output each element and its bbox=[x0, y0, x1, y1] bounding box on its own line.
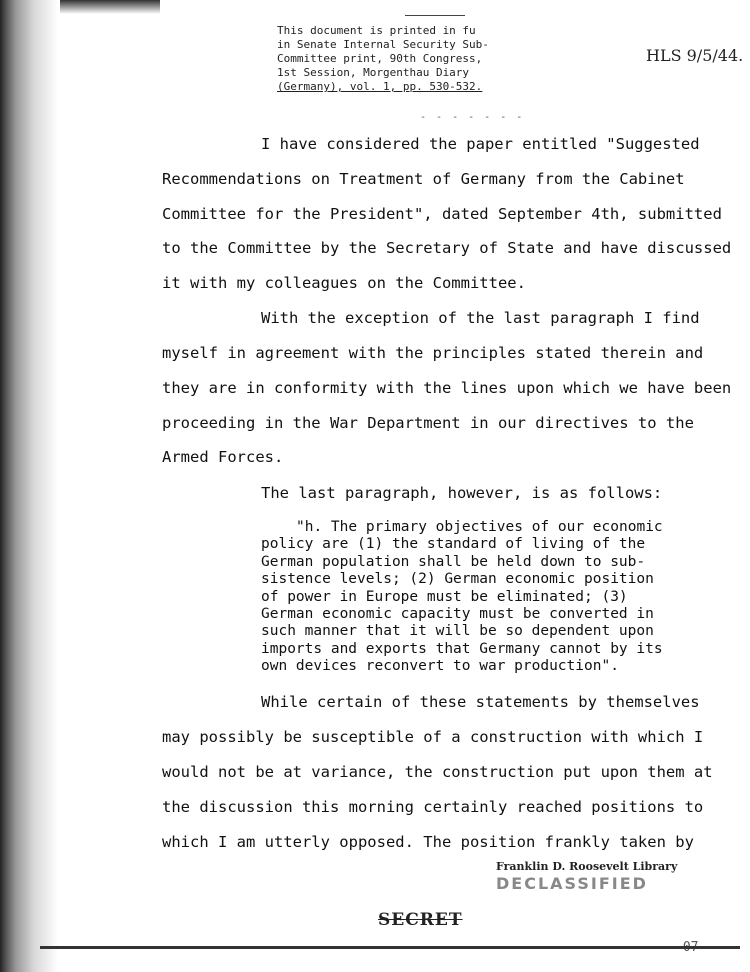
classification-marking: SECRET bbox=[378, 910, 463, 930]
body-line: Committee for the President", dated September 4th, submitted bbox=[162, 205, 722, 223]
stamp-line: Committee print, 90th Congress, bbox=[277, 52, 483, 65]
quote-line: German population shall be held down to sub- bbox=[261, 554, 646, 570]
scan-edge-shadow bbox=[0, 0, 60, 972]
library-stamp: Franklin D. Roosevelt Library bbox=[496, 860, 678, 873]
body-line: they are in conformity with the lines upon which we have been bbox=[162, 379, 732, 397]
body-line: would not be at variance, the construction put upon them at bbox=[162, 763, 713, 781]
quote-line: imports and exports that Germany cannot by its bbox=[261, 641, 663, 657]
quote-line: such manner that it will be so dependent upon bbox=[261, 623, 654, 639]
body-line: may possibly be susceptible of a construction with which I bbox=[162, 728, 704, 746]
body-line: proceeding in the War Department in our directives to the bbox=[162, 414, 694, 432]
quote-line: of power in Europe must be eliminated; (3) bbox=[261, 589, 628, 605]
stamp-line: (Germany), vol. 1, pp. 530-532. bbox=[277, 80, 483, 93]
printed-in-stamp bbox=[277, 24, 489, 94]
quote-line: policy are (1) the standard of living of the bbox=[261, 536, 646, 552]
quote-line: German economic capacity must be converted in bbox=[261, 606, 654, 622]
body-line: it with my colleagues on the Committee. bbox=[162, 274, 526, 292]
body-line: to the Committee by the Secretary of State and have discussed bbox=[162, 239, 732, 257]
quote-line: "h. The primary objectives of our economic bbox=[296, 519, 663, 535]
body-line: Recommendations on Treatment of Germany from the Cabinet bbox=[162, 170, 685, 188]
handwritten-initials-date: HLS 9/5/44. bbox=[646, 46, 744, 65]
body-line: With the exception of the last paragraph I find bbox=[261, 309, 700, 327]
page-bottom-edge bbox=[40, 946, 740, 949]
body-line: The last paragraph, however, is as follows: bbox=[261, 484, 663, 502]
stamp-line: 1st Session, Morgenthau Diary bbox=[277, 66, 470, 79]
body-line: I have considered the paper entitled "Suggested bbox=[261, 135, 700, 153]
separator-dashes: - - - - - - - bbox=[420, 112, 525, 123]
body-line: While certain of these statements by themselves bbox=[261, 693, 700, 711]
body-line: which I am utterly opposed. The position frankly taken by bbox=[162, 833, 694, 851]
scan-edge-top-shadow bbox=[60, 0, 160, 14]
quote-line: own devices reconvert to war production". bbox=[261, 658, 619, 674]
stamp-top-rule bbox=[405, 15, 465, 16]
body-line: the discussion this morning certainly reached positions to bbox=[162, 798, 704, 816]
declassified-stamp: DECLASSIFIED bbox=[496, 874, 648, 893]
body-line: Armed Forces. bbox=[162, 448, 284, 466]
stamp-line: This document is printed in fu bbox=[277, 24, 476, 37]
body-line: myself in agreement with the principles stated therein and bbox=[162, 344, 704, 362]
quote-line: sistence levels; (2) German economic position bbox=[261, 571, 654, 587]
stamp-line: in Senate Internal Security Sub- bbox=[277, 38, 489, 51]
